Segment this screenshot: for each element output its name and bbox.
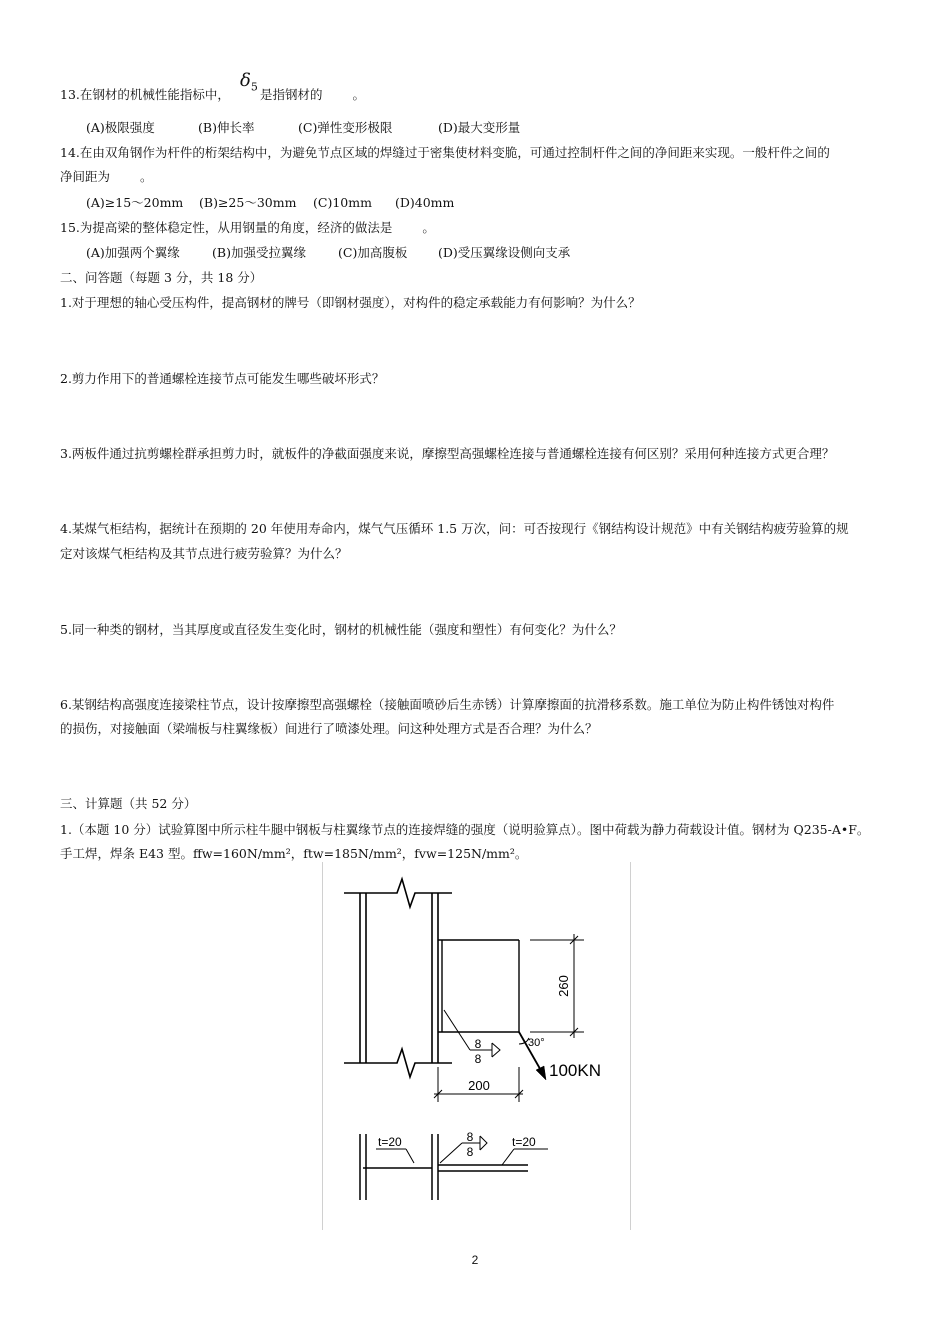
q15-option-c: (C)加高腹板 [338,245,408,260]
section3-title: 三、计算题（共 52 分） [60,796,197,811]
bracket-weld-figure [322,862,631,1230]
plan-plate-right-label: t=20 [512,1135,536,1149]
q15-line [60,219,435,237]
section2-q5: 5.同一种类的钢材，当其厚度或直径发生变化时，钢材的机械性能（强度和塑性）有何变化？为什么？ [60,622,622,637]
q14-option-b: (B)≥25～30mm [199,195,297,210]
weld-size-top: 8 [474,1037,482,1051]
q13-option-b: (B)伸长率 [198,120,255,135]
load-label: 100KN [549,1061,601,1080]
plan-plate-left-label: t=20 [378,1135,402,1149]
q14-option-c: (C)10mm [313,195,372,210]
q15-options [86,244,570,262]
q14-line2-text: 净间距为 [60,169,111,184]
q14-option-d: (D)40mm [395,195,455,210]
section2-q2: 2.剪力作用下的普通螺栓连接节点可能发生哪些破坏形式？ [60,371,385,386]
dim-height-label: 260 [556,975,571,997]
q14-line2 [60,168,153,186]
q14-line1: 14.在由双角钢作为杆件的桁架结构中，为避免节点区域的焊缝过于密集使材料变脆，可通过控制杆件之间的净间距来实现。一般杆件之间的 [60,145,830,160]
section3-q1-line2: 手工焊，焊条 E43 型。ffw=160N/mm²，ftw=185N/mm²，fvw=125N/mm²。 [60,846,528,861]
q13-stem-b: 是指钢材的 [260,87,323,102]
weld-size-bottom: 8 [474,1052,482,1066]
page-number: 2 [471,1253,479,1267]
q13-end: 。 [352,87,366,102]
bracket-plate [438,940,519,1032]
plan-weld-size-top: 8 [466,1130,474,1144]
section2-title: 二、问答题（每题 3 分，共 18 分） [60,270,263,285]
section2-q4-line2: 定对该煤气柜结构及其节点进行疲劳验算？为什么？ [60,546,348,561]
angle-label: 30° [528,1037,545,1049]
section2-q4-line1: 4.某煤气柜结构，据统计在预期的 20 年使用寿命内，煤气气压循环 1.5 万次，问：可否按现行《钢结构设计规范》中有关钢结构疲劳验算的规 [60,521,849,536]
section3-q1-line1: 1.（本题 10 分）试验算图中所示柱牛腿中钢板与柱翼缘节点的连接焊缝的强度（说明验算点）。图中荷载为静力荷载设计值。钢材为 Q235-A•F。 [60,822,870,837]
q15-option-b: (B)加强受拉翼缘 [212,245,306,260]
q15-end: 。 [422,220,435,235]
weld-leader [444,1010,500,1057]
q13-option-c: (C)弹性变形极限 [298,120,393,135]
plan-weld-size-bottom: 8 [466,1145,474,1159]
delta5-symbol: $\delta_5$ [240,70,258,94]
q14-option-a: (A)≥15～20mm [86,195,184,210]
dim-width-label: 200 [468,1078,490,1093]
section2-q1: 1.对于理想的轴心受压构件，提高钢材的牌号（即钢材强度），对构件的稳定承载能力有何影响？为什么？ [60,295,641,310]
load-arrowhead [536,1066,546,1080]
q14-line2-end: 。 [140,169,153,184]
q15-option-a: (A)加强两个翼缘 [86,245,180,260]
column-elevation [344,879,452,1077]
q15-stem: 15.为提高梁的整体稳定性，从用钢量的角度，经济的做法是 [60,220,393,235]
q13-line [60,86,230,104]
q13-options [86,119,520,137]
q13-stem-a: 13.在钢材的机械性能指标中， [60,87,230,102]
q13-line-b [260,86,365,104]
section2-q3: 3.两板件通过抗剪螺栓群承担剪力时，就板件的净截面强度来说，摩擦型高强螺栓连接与普通螺栓连接有何区别？采用何种连接方式更合理？ [60,446,835,461]
section2-q6-line2: 的损伤，对接触面（梁端板与柱翼缘板）间进行了喷漆处理。问这种处理方式是否合理？为什么？ [60,721,598,736]
section2-q6-line1: 6.某钢结构高强度连接梁柱节点，设计按摩擦型高强螺栓（接触面喷砂后生赤锈）计算摩擦面的抗滑移系数。施工单位为防止构件锈蚀对构件 [60,697,835,712]
q13-option-a: (A)极限强度 [86,120,155,135]
q13-option-d: (D)最大变形量 [438,120,521,135]
q14-options [86,194,454,212]
q15-option-d: (D)受压翼缘设侧向支承 [438,245,571,260]
